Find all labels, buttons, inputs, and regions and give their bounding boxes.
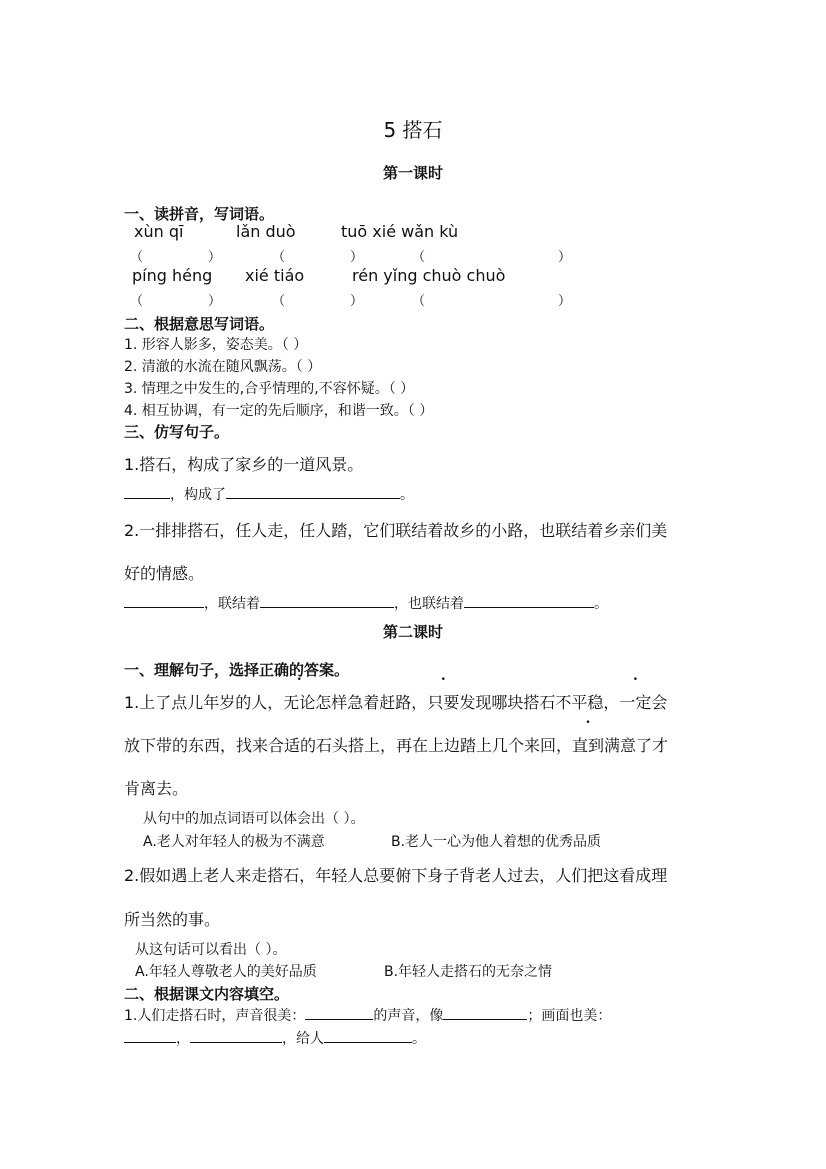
answer-bracket-close: ） [208, 294, 222, 309]
page-title: 5 搭石 [383, 118, 443, 142]
section-meaning-heading: 二、根据意思写词语。 [124, 315, 275, 333]
answer-bracket-open[interactable]: （ [130, 294, 144, 309]
answer-bracket-close: ） [558, 250, 572, 265]
section-imitate-heading: 三、仿写句子。 [124, 423, 230, 441]
blank-line[interactable] [464, 593, 594, 608]
answer-bracket-open[interactable]: （ [412, 294, 426, 309]
blank-line[interactable] [124, 1028, 176, 1043]
answer-bracket-close: ） [350, 294, 364, 309]
meaning-item-1[interactable]: 1. 形容人影多，姿态美。（ ） [124, 337, 308, 353]
section-understand-heading: 一、理解句子，选择正确的答案。 [124, 661, 350, 679]
blank-line[interactable] [226, 484, 400, 499]
sentence-part: 放下带的东西，找来合适的石头搭上，再在上边踏上几个来回， [124, 736, 573, 755]
understand-q2-prompt[interactable]: 从这句话可以看出（ ）。 [135, 942, 287, 958]
blank-line[interactable] [324, 1028, 412, 1043]
emphasis-word: 无论 [283, 693, 316, 712]
meaning-item-3[interactable]: 3. 情理之中发生的,合乎情理的,不容怀疑。（ ） [124, 381, 415, 397]
answer-bracket-open[interactable]: （ [130, 250, 144, 265]
blank-line[interactable] [443, 1005, 527, 1020]
blank-line[interactable] [124, 484, 170, 499]
sentence-part: 怎样急着赶路， [315, 693, 428, 712]
fill-text: ， [176, 1031, 190, 1047]
fill-text: ，给人 [282, 1031, 324, 1047]
emphasis-word: 只要 [427, 693, 460, 712]
understand-q1-prompt[interactable]: 从句中的加点词语可以体会出（ ）。 [143, 811, 365, 827]
imitate-q1: 1.搭石，构成了家乡的一道风景。 [124, 455, 364, 474]
lesson-1-heading: 第一课时 [382, 164, 443, 182]
meaning-item-4[interactable]: 4. 相互协调，有一定的先后顺序，和谐一致。（ ） [124, 403, 434, 419]
blank-line[interactable] [190, 1028, 282, 1043]
imitate-q2-fill [124, 593, 608, 613]
option-a[interactable]: A.年轻人尊敬老人的美好品质 [135, 964, 317, 980]
imitate-q2-line2: 好的情感。 [124, 564, 205, 583]
fill-text: ，联结着 [204, 596, 260, 612]
blank-line[interactable] [305, 1005, 373, 1020]
fill-line-2 [124, 1028, 426, 1048]
fill-text: ，构成了 [170, 487, 226, 503]
fill-text: 。 [412, 1031, 426, 1047]
fill-text: ；画面也美： [527, 1008, 612, 1024]
meaning-item-2[interactable]: 2. 清澈的水流在随风飘荡。（ ） [124, 359, 322, 375]
sentence-part: 1.上了点儿年岁的人， [124, 693, 284, 712]
section-pinyin-heading: 一、读拼音，写词语。 [124, 205, 275, 223]
blank-line[interactable] [260, 593, 394, 608]
answer-bracket-open[interactable]: （ [412, 250, 426, 265]
pinyin-2: lǎn duò [236, 222, 296, 241]
option-a[interactable]: A.老人对年轻人的极为不满意 [143, 834, 325, 850]
answer-bracket-open[interactable]: （ [272, 250, 286, 265]
pinyin-5: xié tiáo [245, 266, 305, 285]
understand-q1-line3: 肯离去。 [124, 779, 189, 798]
option-b[interactable]: B.年轻人走搭石的无奈之情 [384, 964, 553, 980]
understand-q2-line1: 2.假如遇上老人来走搭石，年轻人总要俯下身子背老人过去，人们把这看成理 [124, 866, 668, 885]
pinyin-6: rén yǐng chuò chuò [352, 266, 506, 285]
blank-line[interactable] [124, 593, 204, 608]
sentence-part: 会 [651, 693, 668, 712]
option-b[interactable]: B.老人一心为他人着想的优秀品质 [391, 834, 602, 850]
fill-text: 的声音，像 [373, 1008, 444, 1024]
answer-bracket-close: ） [558, 294, 572, 309]
fill-text: 。 [400, 487, 414, 503]
answer-bracket-close: ） [208, 250, 222, 265]
lesson-2-heading: 第二课时 [382, 623, 443, 641]
sentence-part: 满意了才 [604, 736, 669, 755]
sentence-part: 发现哪块搭石不平稳， [459, 693, 620, 712]
pinyin-4: píng héng [132, 266, 213, 285]
understand-q2-line2: 所当然的事。 [124, 910, 221, 929]
pinyin-1: xùn qī [134, 222, 184, 241]
understand-q1-line2 [124, 733, 668, 756]
emphasis-word: 一定 [619, 693, 652, 712]
answer-bracket-close: ） [350, 250, 364, 265]
understand-q1-line1 [124, 690, 667, 713]
fill-text: 。 [594, 596, 608, 612]
fill-text: ，也联结着 [394, 596, 464, 612]
fill-line-1 [124, 1005, 611, 1025]
fill-text: 1.人们走搭石时，声音很美： [124, 1008, 306, 1024]
answer-bracket-open[interactable]: （ [272, 294, 286, 309]
pinyin-3: tuō xié wǎn kù [341, 222, 459, 241]
emphasis-word: 直到 [572, 736, 605, 755]
imitate-q2-line1: 2.一排排搭石，任人走，任人踏，它们联结着故乡的小路，也联结着乡亲们美 [124, 521, 668, 540]
imitate-q1-fill [124, 484, 414, 504]
section-fill-heading: 二、根据课文内容填空。 [124, 985, 290, 1003]
